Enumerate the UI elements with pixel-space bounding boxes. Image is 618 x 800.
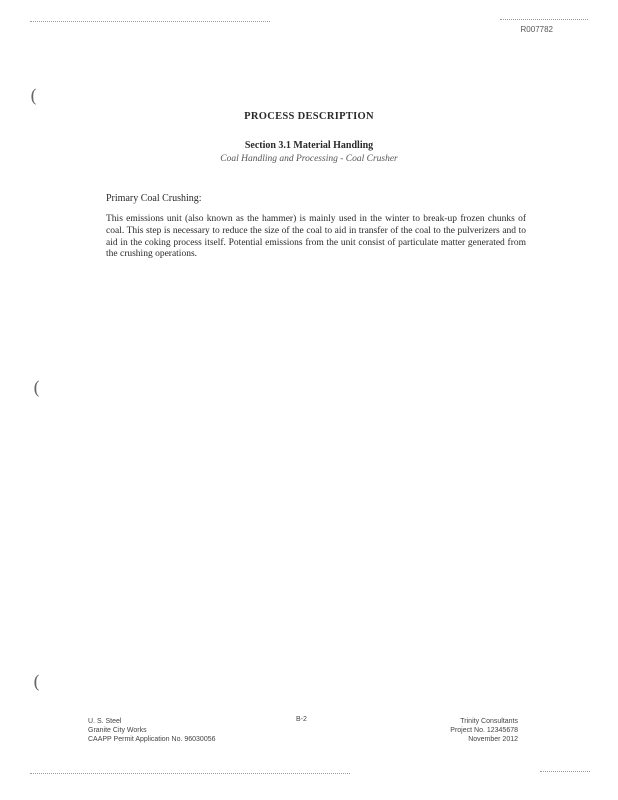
binder-hole-mark: ( — [30, 86, 38, 107]
footer-left-line: Granite City Works — [88, 727, 147, 734]
section-title: Section 3.1 Material Handling — [244, 140, 374, 151]
paragraph-heading: Primary Coal Crushing: — [106, 193, 202, 204]
document-code: R007782 — [520, 25, 553, 34]
scan-artifact-line — [30, 773, 350, 774]
page-title: PROCESS DESCRIPTION — [244, 111, 374, 122]
footer-right-line: Project No. 12345678 — [450, 727, 518, 734]
body-paragraph: This emissions unit (also known as the hammer) is mainly used in the winter to break-up frozen chunks of coal. This step is necessary to reduce the size of the coal to aid in transfer of the coal to the pulverizers and to aid in the coking process itself. Potential emissions from the unit consist of particulate matter generated from the crushing operations. — [106, 214, 526, 260]
footer-right-line: Trinity Consultants — [460, 718, 518, 725]
scan-artifact-line — [30, 21, 270, 22]
footer-left-block — [88, 717, 216, 744]
footer-left-line: U. S. Steel — [88, 718, 122, 725]
footer-right-line: November 2012 — [468, 736, 518, 743]
scan-artifact-line — [540, 771, 590, 772]
binder-hole-mark: ( — [33, 378, 41, 399]
scan-artifact-line — [500, 19, 588, 20]
page-number: B-2 — [296, 716, 307, 723]
binder-hole-mark: ( — [33, 672, 41, 693]
footer-right-block — [410, 717, 518, 744]
footer-left-line: CAAPP Permit Application No. 96030056 — [88, 736, 216, 743]
subsection-title: Coal Handling and Processing - Coal Crusher — [220, 154, 398, 164]
